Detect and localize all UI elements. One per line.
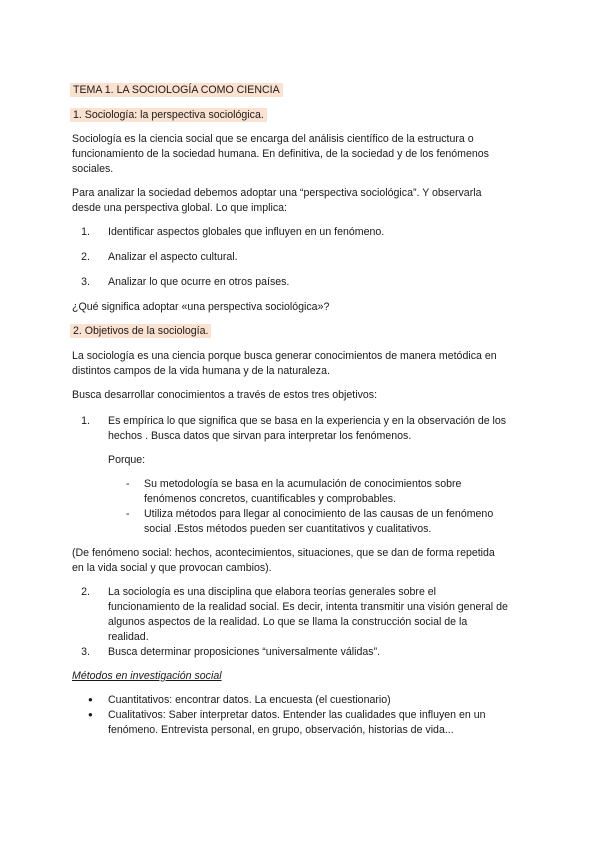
bullet-item-continuation: fenómeno. Entrevista personal, en grupo, observación, historias de vida... <box>108 724 454 736</box>
section-2-heading: 2. Objetivos de la sociología. <box>72 324 211 338</box>
paragraph-line: desde una perspectiva global. Lo que implica: <box>72 202 287 214</box>
note-line: en la vida social y que provocan cambios). <box>72 562 272 574</box>
methods-heading: Métodos en investigación social <box>72 670 222 682</box>
bullet-icon: ● <box>88 710 93 719</box>
paragraph-line: La sociología es una ciencia porque busca generar conocimientos de manera metódica en <box>72 350 497 362</box>
paragraph-line: Sociología es la ciencia social que se encarga del análisis científico de la estructura o <box>72 133 474 145</box>
list-item-continuation: algunos aspectos de la realidad. Lo que se llama la construcción social de la <box>108 616 468 628</box>
document-title: TEMA 1. LA SOCIOLOGÍA COMO CIENCIA <box>72 83 283 97</box>
list-item-continuation: funcionamiento de la realidad social. Es decir, intenta transmitir una visión general de <box>108 601 508 613</box>
dash-item-continuation: social .Estos métodos pueden ser cuantitativos y cualitativos. <box>144 523 432 535</box>
question-line: ¿Qué significa adoptar «una perspectiva sociológica»? <box>72 301 330 313</box>
dash-item-continuation: fenómenos concretos, cuantificables y comprobables. <box>144 493 397 505</box>
list-item-continuation: hechos . Busca datos que sirvan para interpretar los fenómenos. <box>108 430 412 442</box>
section-1-heading: 1. Sociología: la perspectiva sociológica. <box>72 108 267 122</box>
note-line: (De fenómeno social: hechos, acontecimientos, situaciones, que se dan de forma repetida <box>72 547 495 559</box>
paragraph-line: distintos campos de la vida humana y de la naturaleza. <box>72 365 330 377</box>
bullet-icon: ● <box>88 695 93 704</box>
paragraph-line: Para analizar la sociedad debemos adoptar una “perspectiva sociológica”. Y observarla <box>72 187 482 199</box>
list-item-continuation: realidad. <box>108 631 149 643</box>
document-page: TEMA 1. LA SOCIOLOGÍA COMO CIENCIA 1. Sociología: la perspectiva sociológica. Sociología es la ciencia social que se encarga del análisis científico de la estructura o funcionamiento de la sociedad humana. En definitiva, de la sociedad y de los fenómenos sociales. Para analizar la sociedad debemos adoptar una “perspectiva sociológica”. Y observarla desde una perspectiva global. Lo que implica: 1. Identificar aspectos globales que influyen en un fenómeno. 2. Analizar el aspecto cultural. 3. Analizar lo que ocurre en otros países. ¿Qué significa adoptar «una perspectiva sociológica»? 2. Objetivos de la sociología. La sociología es una ciencia porque busca generar conocimientos de manera metódica en distintos campos de la vida humana y de la naturaleza. Busca desarrollar conocimientos a través de estos tres objetivos: 1. Es empírica lo que significa que se basa en la experiencia y en la observación de los hechos . Busca datos que sirvan para interpretar los fenómenos. Porque: - Su metodología se basa en la acumulación de conocimientos sobre fenómenos concretos, cuantificables y comprobables. - Utiliza métodos para llegar al conocimiento de las causas de un fenómeno social .Estos métodos pueden ser cuantitativos y cualitativos. (De fenómeno social: hechos, acontecimientos, situaciones, que se dan de forma repetida en la vida social y que provocan cambios). 2. La sociología es una disciplina que elabora teorías generales sobre el funcionamiento de la realidad social. Es decir, intenta transmitir una visión general de algunos aspectos de la realidad. Lo que se llama la construcción social de la realidad. 3. Busca determinar proposiciones “universalmente válidas”. Métodos en investigación social ● Cuantitativos: encontrar datos. La encuesta (el cuestionario) ● Cualitativos: Saber interpretar datos. Entender las cualidades que influyen en un fenómeno. Entrevista personal, en grupo, observación, historias de vida... <box>72 84 508 736</box>
paragraph-line: funcionamiento de la sociedad humana. En definitiva, de la sociedad y de los fenómenos <box>72 148 489 160</box>
paragraph-line: sociales. <box>72 163 114 175</box>
porque-label: Porque: <box>108 454 146 466</box>
paragraph-line: Busca desarrollar conocimientos a través de estos tres objetivos: <box>72 389 378 401</box>
